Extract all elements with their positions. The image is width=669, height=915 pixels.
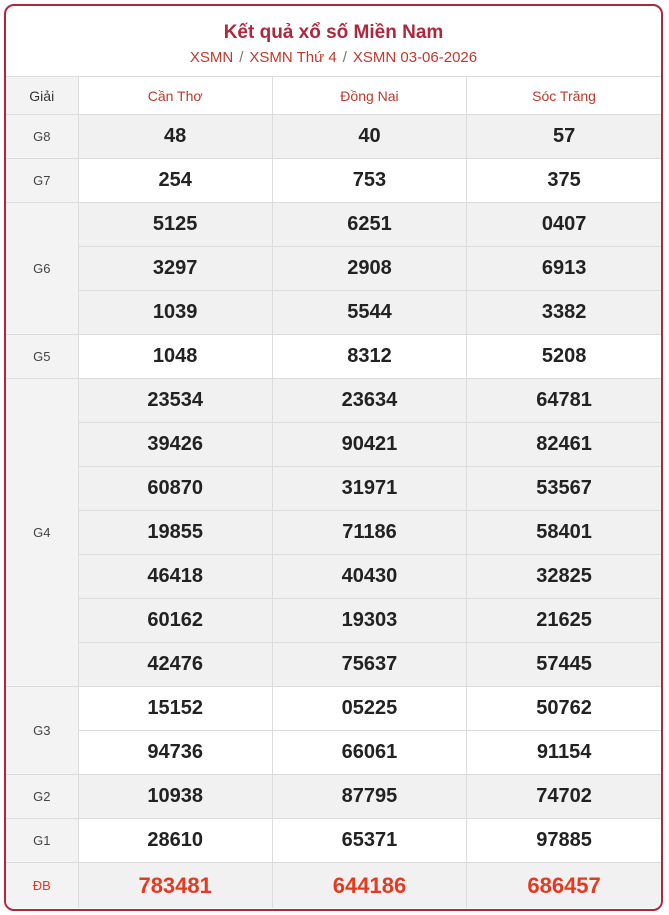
result-number: 31971: [272, 467, 466, 511]
result-number: 87795: [272, 775, 466, 819]
result-number: 60870: [78, 467, 272, 511]
table-row: [6, 731, 661, 775]
breadcrumb-separator: /: [342, 49, 347, 66]
prize-label: G3: [6, 687, 78, 775]
province-header-can-tho[interactable]: Cần Thơ: [78, 77, 272, 115]
prize-label: G1: [6, 819, 78, 863]
result-number: 21625: [467, 599, 661, 643]
result-number: 686457: [467, 863, 661, 909]
result-number: 46418: [78, 555, 272, 599]
breadcrumb-xsmn[interactable]: XSMN: [189, 49, 234, 66]
table-row: [6, 863, 661, 909]
result-number: 0407: [467, 203, 661, 247]
table-row: [6, 335, 661, 379]
table-row: [6, 115, 661, 159]
table-row: [6, 555, 661, 599]
result-number: 15152: [78, 687, 272, 731]
table-row: [6, 291, 661, 335]
result-number: 53567: [467, 467, 661, 511]
prize-label: G2: [6, 775, 78, 819]
result-number: 23634: [272, 379, 466, 423]
result-number: 74702: [467, 775, 661, 819]
province-header-dong-nai[interactable]: Đồng Nai: [272, 77, 466, 115]
table-row: [6, 687, 661, 731]
table-row: [6, 467, 661, 511]
result-number: 6913: [467, 247, 661, 291]
result-number: 57445: [467, 643, 661, 687]
result-number: 5544: [272, 291, 466, 335]
result-number: 39426: [78, 423, 272, 467]
breadcrumb-xsmn-date[interactable]: XSMN 03-06-2026: [352, 49, 478, 66]
prize-label: G4: [6, 379, 78, 687]
result-number: 8312: [272, 335, 466, 379]
result-number: 783481: [78, 863, 272, 909]
result-number: 58401: [467, 511, 661, 555]
breadcrumb: [6, 48, 661, 68]
result-number: 23534: [78, 379, 272, 423]
result-number: 5208: [467, 335, 661, 379]
result-number: 19303: [272, 599, 466, 643]
prize-label: G8: [6, 115, 78, 159]
result-number: 32825: [467, 555, 661, 599]
result-number: 64781: [467, 379, 661, 423]
province-header-soc-trang[interactable]: Sóc Trăng: [467, 77, 661, 115]
breadcrumb-xsmn-weekday[interactable]: XSMN Thứ 4: [249, 49, 337, 66]
result-number: 753: [272, 159, 466, 203]
result-number: 2908: [272, 247, 466, 291]
result-number: 48: [78, 115, 272, 159]
result-number: 644186: [272, 863, 466, 909]
prize-label: G5: [6, 335, 78, 379]
result-number: 3382: [467, 291, 661, 335]
result-number: 60162: [78, 599, 272, 643]
result-number: 5125: [78, 203, 272, 247]
result-number: 65371: [272, 819, 466, 863]
result-number: 66061: [272, 731, 466, 775]
result-number: 75637: [272, 643, 466, 687]
table-row: [6, 511, 661, 555]
result-number: 40430: [272, 555, 466, 599]
result-number: 91154: [467, 731, 661, 775]
results-body: [6, 115, 661, 909]
table-row: [6, 819, 661, 863]
table-row: [6, 203, 661, 247]
result-number: 375: [467, 159, 661, 203]
prize-column-header: Giải: [6, 77, 78, 115]
prize-label: G7: [6, 159, 78, 203]
breadcrumb-separator: /: [239, 49, 244, 66]
result-number: 3297: [78, 247, 272, 291]
result-number: 57: [467, 115, 661, 159]
result-number: 1039: [78, 291, 272, 335]
result-number: 50762: [467, 687, 661, 731]
result-number: 05225: [272, 687, 466, 731]
result-number: 1048: [78, 335, 272, 379]
page-title: Kết quả xổ số Miền Nam: [223, 22, 444, 43]
result-number: 42476: [78, 643, 272, 687]
result-number: 97885: [467, 819, 661, 863]
prize-label: ĐB: [6, 863, 78, 909]
table-row: [6, 643, 661, 687]
table-row: [6, 775, 661, 819]
result-number: 40: [272, 115, 466, 159]
result-number: 254: [78, 159, 272, 203]
results-card: [4, 4, 663, 911]
result-number: 6251: [272, 203, 466, 247]
results-table: [6, 77, 661, 908]
table-row: [6, 159, 661, 203]
table-row: [6, 379, 661, 423]
result-number: 82461: [467, 423, 661, 467]
result-number: 28610: [78, 819, 272, 863]
table-row: [6, 247, 661, 291]
results-header: [6, 6, 661, 77]
result-number: 94736: [78, 731, 272, 775]
result-number: 71186: [272, 511, 466, 555]
result-number: 90421: [272, 423, 466, 467]
result-number: 19855: [78, 511, 272, 555]
table-row: [6, 423, 661, 467]
table-header-row: [6, 77, 661, 115]
table-row: [6, 599, 661, 643]
result-number: 10938: [78, 775, 272, 819]
prize-label: G6: [6, 203, 78, 335]
